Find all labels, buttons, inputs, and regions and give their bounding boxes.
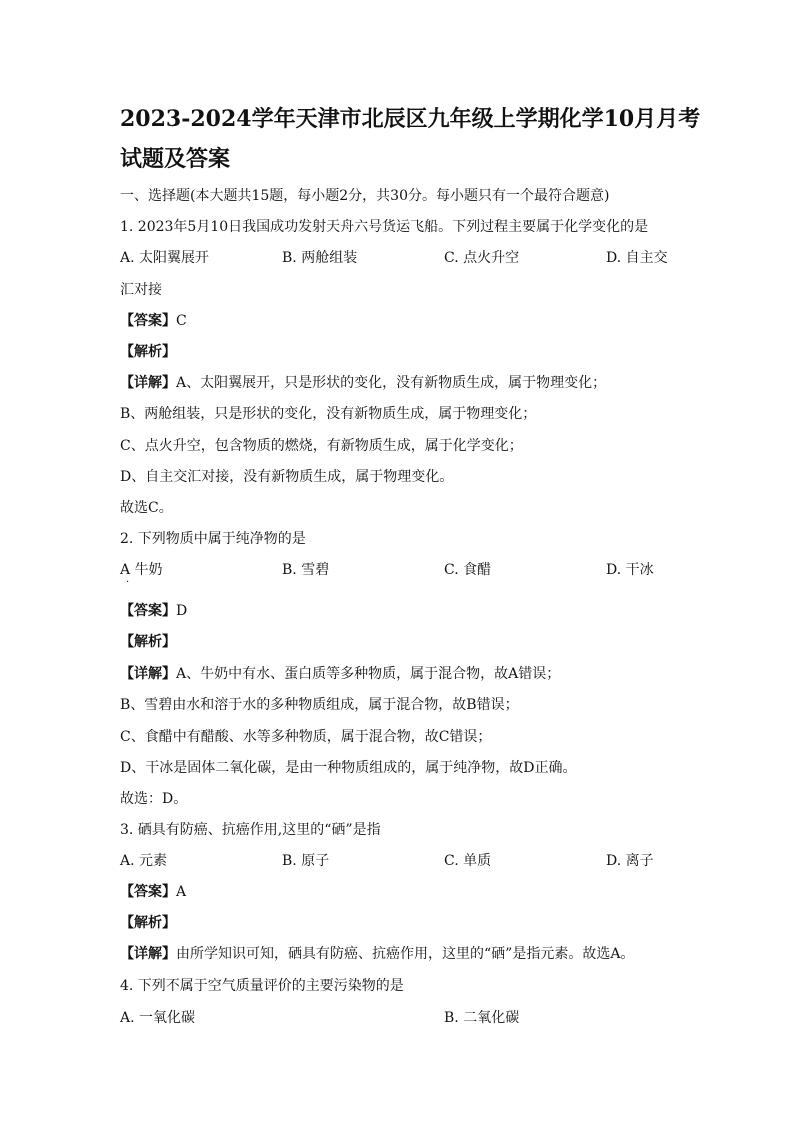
question-1-detail-3: C、点火升空，包含物质的燃烧，有新物质生成，属于化学变化； [120,438,523,454]
question-2-option-b: B. 雪碧 [282,562,330,578]
detail-text: 由所学知识可知，硒具有防癌、抗癌作用，这里的“硒”是指元素。故选A。 [176,946,635,962]
question-3-analysis-tag: 【解析】 [120,915,176,931]
detail-text: A、太阳翼展开，只是形状的变化，没有新物质生成，属于物理变化； [176,375,607,391]
question-3-option-b: B. 原子 [282,853,330,869]
question-4-stem: 4. 下列不属于空气质量评价的主要污染物的是 [120,978,404,994]
question-2-conclusion: 故选：D。 [120,791,188,807]
question-2-answer [120,603,187,619]
question-2-detail-4: D、干冰是固体二氧化碳，是由一种物质组成的，属于纯净物，故D正确。 [120,760,577,776]
answer-value: C [176,313,187,329]
section-heading: 一、选择题(本大题共15题，每小题2分，共30分。每小题只有一个最符合题意) [120,188,610,204]
question-1-detail-1 [120,375,606,391]
question-4-option-a: A. 一氧化碳 [120,1010,196,1026]
detail-tag: 【详解】 [120,666,176,682]
question-1-conclusion: 故选C。 [120,500,173,516]
question-2-option-d: D. 干冰 [606,562,654,578]
question-2-detail-3: C、食醋中有醋酸、水等多种物质，属于混合物，故C错误； [120,729,492,745]
question-1-option-a: A. 太阳翼展开 [120,250,210,266]
question-1-option-b: B. 两舱组装 [282,250,358,266]
question-1-analysis-tag: 【解析】 [120,344,176,360]
answer-tag: 【答案】 [120,884,176,900]
question-1-detail-4: D、自主交汇对接，没有新物质生成，属于物理变化。 [120,469,454,485]
question-3-answer [120,884,186,900]
answer-tag: 【答案】 [120,603,176,619]
question-3-option-d: D. 离子 [606,853,654,869]
question-1-stem: 1. 2023年5月10日我国成功发射天舟六号货运飞船。下列过程主要属于化学变化的是 [120,219,649,235]
answer-value: D [176,603,188,619]
answer-tag: 【答案】 [120,313,176,329]
detail-text: A、牛奶中有水、蛋白质等多种物质，属于混合物，故A错误； [176,666,561,682]
question-3-option-a: A. 元素 [120,853,168,869]
question-2-option-c: C. 食醋 [444,562,492,578]
detail-tag: 【详解】 [120,375,176,391]
document-title-line-1: 2023-2024学年天津市北辰区九年级上学期化学10月月考 [120,106,701,132]
detail-tag: 【详解】 [120,946,176,962]
question-2-option-a: A 牛奶 [120,562,163,578]
document-title-line-2: 试题及答案 [120,146,231,172]
question-1-option-d-cont: 汇对接 [120,282,162,298]
question-2-analysis-tag: 【解析】 [120,634,176,650]
question-3-stem: 3. 硒具有防癌、抗癌作用,这里的“硒”是指 [120,822,381,838]
question-4-option-b: B. 二氧化碳 [444,1010,520,1026]
question-2-detail-2: B、雪碧由水和溶于水的多种物质组成，属于混合物，故B错误； [120,697,519,713]
question-2-detail-1 [120,666,560,682]
question-3-option-c: C. 单质 [444,853,492,869]
answer-value: A [176,884,187,900]
question-1-option-d: D. 自主交 [606,250,668,266]
question-2-stem: 2. 下列物质中属于纯净物的是 [120,531,306,547]
question-2-option-a-dot: · [126,577,130,588]
question-3-detail-1 [120,946,634,962]
question-1-option-c: C. 点火升空 [444,250,520,266]
question-1-answer [120,313,187,329]
question-1-detail-2: B、两舱组装，只是形状的变化，没有新物质生成，属于物理变化； [120,406,537,422]
